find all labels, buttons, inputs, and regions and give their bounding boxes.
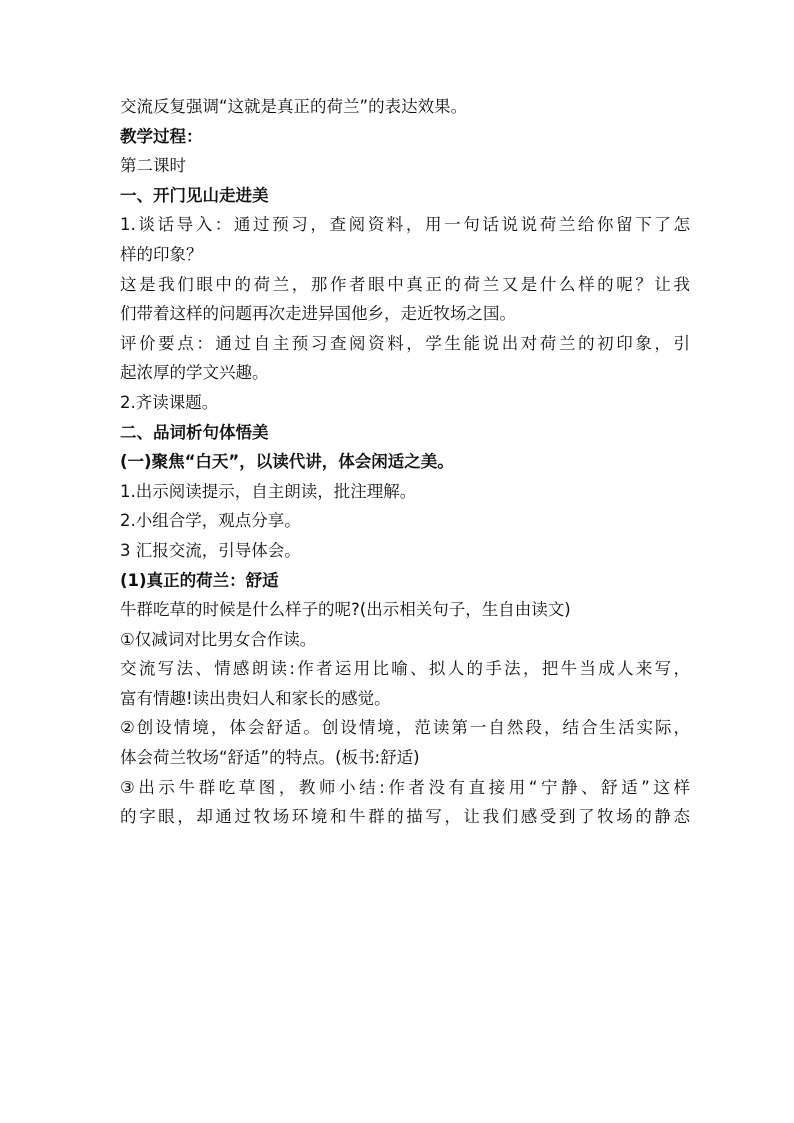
text-line: 2.齐读课题。: [120, 392, 219, 412]
section-heading: 二、品词析句体悟美: [120, 422, 269, 442]
subsection-heading: (一)聚焦“白天”，以读代讲，体会闲适之美。: [120, 452, 454, 472]
text-line: 牛群吃草的时候是什么样子的呢?(出示相关句子，生自由读文): [120, 600, 571, 620]
text-line: ①仅减词对比男女合作读。: [120, 629, 317, 649]
subsection-heading: (1)真正的荷兰：舒适: [120, 570, 279, 590]
text-line: 的字眼，却通过牧场环境和牛群的描写，让我们感受到了牧场的静态: [120, 807, 690, 827]
text-line: ②创设情境，体会舒适。创设情境，范读第一自然段，结合生活实际，: [120, 718, 690, 738]
text-line: 样的印象？: [120, 244, 203, 264]
text-line: 交流写法、情感朗读:作者运用比喻、拟人的手法，把牛当成人来写，: [120, 659, 690, 679]
text-line: 第二课时: [120, 156, 186, 176]
document-body: [120, 92, 690, 832]
text-line: 1.出示阅读提示，自主朗读，批注理解。: [120, 481, 417, 501]
text-line: 3 汇报交流，引导体会。: [120, 540, 301, 560]
text-line: 2.小组合学，观点分享。: [120, 511, 301, 531]
text-line: 评价要点：通过自主预习查阅资料，学生能说出对荷兰的初印象，引: [120, 333, 690, 353]
section-heading: 教学过程：: [120, 126, 203, 146]
section-heading: 一、开门见山走进美: [120, 185, 269, 205]
text-line: 们带着这样的问题再次走进异国他乡，走近牧场之国。: [120, 304, 516, 324]
text-line: 起浓厚的学文兴趣。: [120, 363, 269, 383]
text-line: 体会荷兰牧场“舒适”的特点。(板书:舒适): [120, 748, 420, 768]
text-line: ③出示牛群吃草图，教师小结:作者没有直接用“宁静、舒适”这样: [120, 777, 690, 797]
text-line: 1.谈话导入：通过预习，查阅资料，用一句话说说荷兰给你留下了怎: [120, 215, 690, 235]
text-line: 这是我们眼中的荷兰，那作者眼中真正的荷兰又是什么样的呢？让我: [120, 274, 690, 294]
text-line: 交流反复强调“这就是真正的荷兰”的表达效果。: [120, 97, 468, 116]
text-line: 富有情趣!读出贵妇人和家长的感觉。: [120, 688, 391, 708]
